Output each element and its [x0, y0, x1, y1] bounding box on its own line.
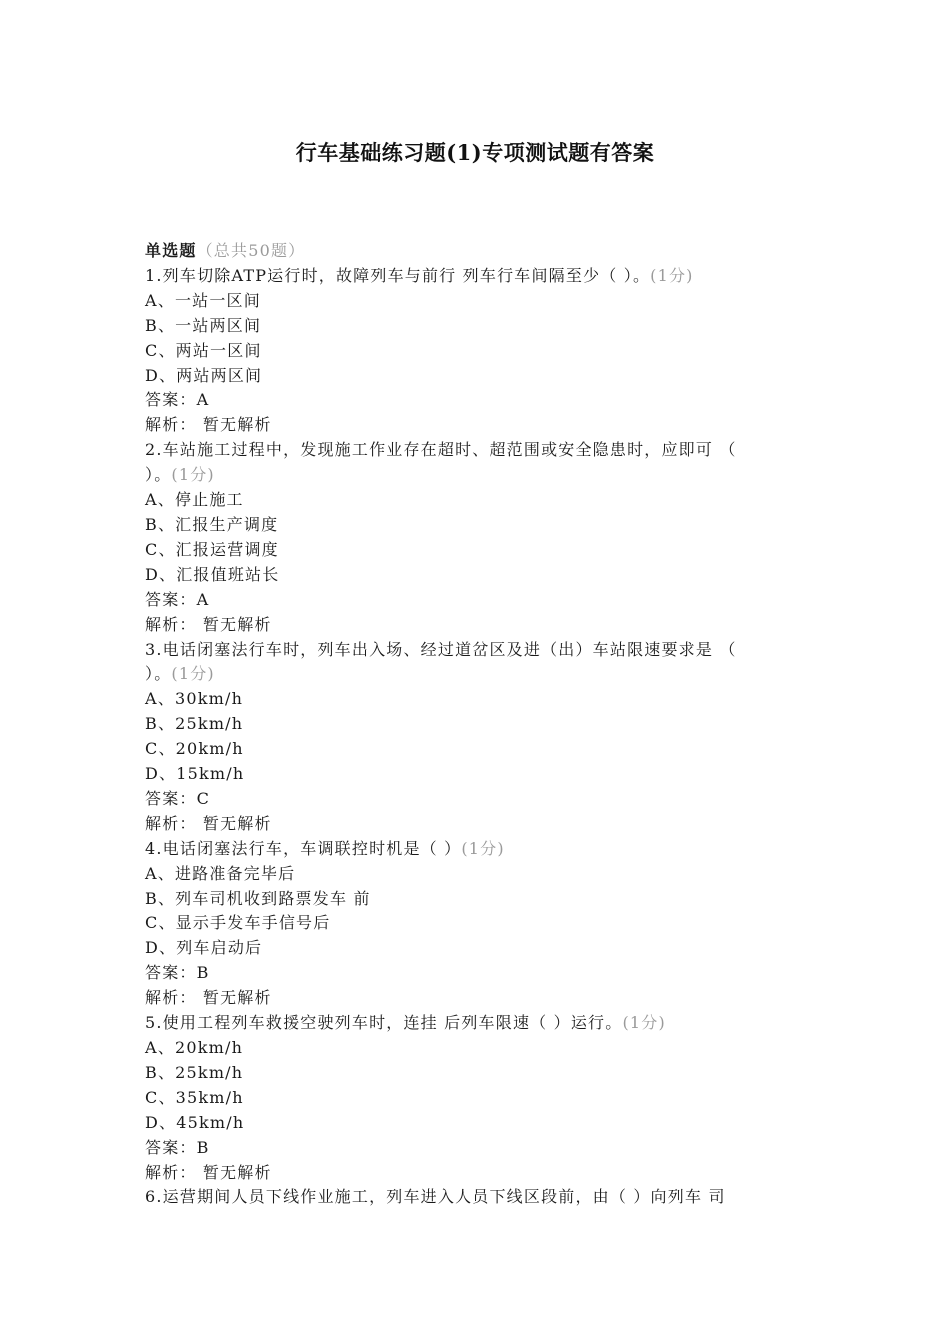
answer: 答案：A	[145, 589, 210, 609]
option-d: D、列车启动后	[145, 938, 263, 958]
option-a: A、停止施工	[145, 490, 244, 510]
document-title: 行车基础练习题(1)专项测试题有答案	[295, 140, 655, 165]
option-b: B、列车司机收到路票发车 前	[145, 888, 371, 908]
option-b: B、25km/h	[145, 714, 244, 734]
question-score: (1分)	[171, 664, 215, 684]
question-text: 3.电话闭塞法行车时，列车出入场、经过道岔区及进（出）车站限速要求是 （	[145, 639, 737, 659]
option-b: B、25km/h	[145, 1062, 244, 1082]
option-b: B、汇报生产调度	[145, 514, 279, 534]
question-text-cont: ）。(1分)	[145, 465, 215, 485]
question-1	[145, 264, 815, 438]
question-score: (1分)	[650, 265, 694, 285]
question-text: 4.电话闭塞法行车，车调联控时机是（ ）(1分)	[145, 838, 505, 858]
question-text-cont: ）。(1分)	[145, 664, 215, 684]
question-score: (1分)	[622, 1013, 666, 1033]
answer: 答案：C	[145, 788, 211, 808]
question-text: 2.车站施工过程中，发现施工作业存在超时、超范围或安全隐患时，应即可 （	[145, 440, 737, 460]
option-c: C、35km/h	[145, 1087, 244, 1107]
question-6	[145, 1185, 815, 1210]
question-text: 1.列车切除ATP运行时，故障列车与前行 列车行车间隔至少（ ）。(1分)	[145, 265, 694, 285]
question-text: 6.运营期间人员下线作业施工，列车进入人员下线区段前，由（ ）向列车 司	[145, 1187, 726, 1207]
analysis: 解析： 暂无解析	[145, 614, 272, 634]
analysis: 解析： 暂无解析	[145, 1162, 272, 1182]
option-c: C、汇报运营调度	[145, 539, 279, 559]
option-d: D、45km/h	[145, 1112, 245, 1132]
option-a: A、20km/h	[145, 1038, 244, 1057]
section-meta: （总共50题）	[196, 241, 306, 260]
question-list	[145, 239, 815, 1210]
option-d: D、15km/h	[145, 764, 245, 784]
question-score: (1分)	[461, 838, 505, 858]
question-4	[145, 837, 815, 1011]
option-c: C、20km/h	[145, 739, 244, 759]
analysis: 解析： 暂无解析	[145, 415, 272, 435]
section-header	[145, 239, 815, 264]
option-d: D、两站两区间	[145, 365, 263, 385]
question-score: (1分)	[171, 465, 215, 485]
option-a: A、30km/h	[145, 689, 244, 709]
option-a: A、一站一区间	[145, 290, 261, 310]
option-d: D、汇报值班站长	[145, 564, 280, 584]
option-c: C、两站一区间	[145, 340, 262, 360]
analysis: 解析： 暂无解析	[145, 988, 272, 1008]
option-a: A、进路准备完毕后	[145, 863, 296, 883]
question-2	[145, 438, 815, 637]
analysis: 解析： 暂无解析	[145, 813, 272, 833]
question-text: 5.使用工程列车救援空驶列车时，连挂 后列车限速（ ）运行。(1分)	[145, 1013, 666, 1033]
answer: 答案：B	[145, 963, 210, 983]
option-c: C、显示手发车手信号后	[145, 913, 331, 933]
section-label: 单选题	[145, 241, 197, 260]
question-3	[145, 638, 815, 837]
option-b: B、一站两区间	[145, 315, 262, 335]
answer: 答案：B	[145, 1137, 210, 1157]
question-5	[145, 1011, 815, 1185]
answer: 答案：A	[145, 390, 210, 410]
